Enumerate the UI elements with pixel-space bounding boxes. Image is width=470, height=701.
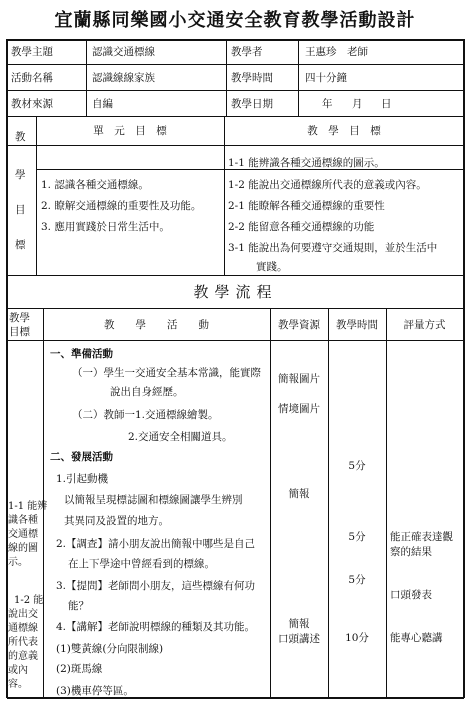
activity-line: （一）學生一交通安全基本常識，能實際 (72, 367, 261, 379)
goal-line: 1-2 能 (14, 595, 44, 606)
date-day: 日 (381, 98, 392, 110)
teaching-flow-heading: 教學流程 (193, 283, 278, 301)
time-item: 10分 (345, 632, 369, 644)
objectives-side-label: 學 (15, 169, 26, 181)
row-divider (7, 275, 464, 276)
activity-line: 2.交通安全相關道具。 (128, 431, 233, 443)
unit-objective-item: 3. 應用實踐於日常生活中。 (41, 221, 170, 233)
col-divider (226, 39, 227, 116)
time-label: 教學時間 (231, 72, 273, 84)
col-divider (86, 39, 87, 116)
objectives-side-label: 目 (15, 204, 26, 216)
goal-line: 的意義 (8, 651, 38, 662)
activity-value: 認識線線家族 (92, 72, 155, 84)
activity-line: （二）教師一1.交通標線繪製。 (72, 409, 219, 421)
unit-objectives-header: 單 元 目 標 (93, 125, 167, 137)
col-goal-header: 目標 (9, 326, 30, 338)
goal-line: 線的圖 (8, 543, 38, 554)
time-item: 5分 (348, 531, 366, 543)
activity-line: (1)雙黃線(分向限制線) (56, 643, 164, 655)
goal-line: 交通標 (8, 529, 38, 540)
objectives-side-label: 教 (15, 131, 26, 143)
table-border (7, 39, 464, 41)
row-divider (7, 340, 464, 341)
activity-line: 在上下學途中曾經看到的標線。 (68, 558, 215, 570)
col-eval-header: 評量方式 (403, 319, 446, 331)
unit-objective-item: 1. 認識各種交通標線。 (41, 179, 149, 191)
teaching-objective-item: 1-1 能辨識各種交通標線的圖示。 (228, 157, 385, 169)
activity-line: (3)機車停等區。 (56, 685, 134, 697)
teaching-objectives-header: 教 學 目 標 (307, 125, 381, 137)
col-divider (298, 39, 299, 116)
time-item: 5分 (348, 460, 366, 472)
col-divider (386, 308, 387, 697)
resource-item: 簡報 (288, 488, 310, 500)
resource-item: 簡報 (288, 618, 310, 630)
col-time-header: 教學時間 (336, 319, 378, 331)
eval-item: 能專心聽講 (390, 632, 443, 644)
col-resource-header: 教學資源 (278, 319, 320, 331)
unit-objective-item: 2. 瞭解交通標線的重要性及功能。 (41, 200, 202, 212)
activity-line: 其異同及設置的地方。 (64, 515, 169, 527)
eval-item: 口頭發表 (390, 589, 432, 601)
activity-section-title: 一、準備活動 (50, 348, 113, 360)
activity-line: 2.【調查】請小朋友說出簡報中哪些是自己 (56, 538, 256, 550)
activity-line: (2)斑馬線 (56, 663, 103, 675)
eval-item: 能正確表達觀 (390, 531, 453, 543)
activity-line: 4.【講解】老師說明標線的種類及其功能。 (56, 621, 256, 633)
source-label: 教材來源 (11, 98, 53, 110)
teaching-objective-item: 2-1 能瞭解各種交通標線的重要性 (228, 200, 385, 212)
activity-line: 3.【提問】老師問小朋友，這些標線有何功 (56, 580, 256, 592)
resource-item: 口頭講述 (278, 633, 320, 645)
teaching-objective-item: 2-2 能留意各種交通標線的功能 (228, 221, 375, 233)
activity-line: 以簡報呈現標誌圖和標線圖讓學生辨別 (64, 494, 243, 506)
activity-line: 1.引起動機 (56, 473, 109, 485)
activity-section-title: 二、發展活動 (50, 451, 113, 463)
resource-item: 情境圖片 (278, 403, 320, 415)
page-title: 宜蘭縣同樂國小交通安全教育教學活動設計 (54, 10, 416, 31)
row-divider (7, 145, 464, 146)
teacher-value: 王惠珍 老師 (305, 46, 368, 58)
teaching-objective-item: 3-1 能說出為何要遵守交通規則，並於生活中 (228, 242, 438, 254)
row-divider (7, 308, 464, 309)
topic-value: 認識交通標線 (92, 46, 155, 58)
date-year: 年 (322, 98, 333, 110)
source-value: 自編 (92, 98, 113, 110)
goal-line: 示。 (8, 557, 28, 568)
row-divider (7, 90, 464, 91)
resource-item: 簡報圖片 (278, 373, 320, 385)
goal-line: 1-1 能辨 (8, 501, 48, 512)
row-divider (7, 64, 464, 65)
date-label: 教學日期 (231, 98, 273, 110)
col-divider (36, 116, 37, 275)
col-divider (224, 116, 225, 275)
date-month: 月 (352, 98, 363, 110)
col-goal-header: 教學 (9, 312, 30, 324)
goal-line: 所代表 (8, 637, 38, 648)
goal-line: 通標線 (8, 623, 38, 634)
goal-line: 說出交 (8, 609, 38, 620)
teaching-objective-item: 實踐。 (256, 261, 288, 273)
objectives-side-label: 標 (15, 239, 26, 251)
time-value: 四十分鐘 (305, 72, 347, 84)
goal-line: 容。 (8, 679, 28, 690)
goal-line: 或內 (8, 665, 28, 676)
goal-line: 識各種 (8, 515, 38, 526)
teacher-label: 教學者 (231, 46, 263, 58)
table-border (6, 39, 8, 698)
row-divider (7, 116, 464, 117)
topic-label: 教學主題 (11, 46, 53, 58)
activity-label: 活動名稱 (11, 72, 53, 84)
teaching-objective-item: 1-2 能說出交通標線所代表的意義或內容。 (228, 179, 427, 191)
eval-item: 察的結果 (390, 546, 432, 558)
activity-line: 能？ (68, 600, 89, 612)
time-item: 5分 (348, 574, 366, 586)
activity-line: 說出自身經歷。 (110, 386, 184, 398)
col-activity-header: 教 學 活 動 (104, 319, 209, 331)
